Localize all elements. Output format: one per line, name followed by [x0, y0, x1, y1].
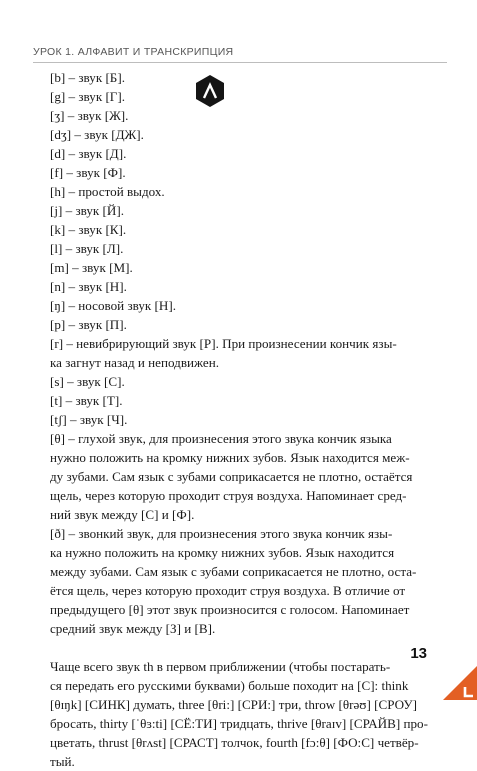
text-line: [dʒ] – звук [ДЖ].	[50, 127, 144, 142]
text-line: между зубами. Сам язык с зубами соприкасается не плотно, оста-	[50, 564, 417, 579]
text-line: нужно положить на кромку нижних зубов. Язык находится меж-	[50, 450, 410, 465]
text-line: ду зубами. Сам язык с зубами соприкасается не плотно, остаётся	[50, 469, 413, 484]
text-line: ся передать его русскими буквами) больше походит на [С]: think	[50, 678, 409, 693]
text-line: Чаще всего звук th в первом приближении (чтобы постарать-	[50, 659, 391, 674]
publisher-corner-logo-icon	[443, 666, 477, 700]
text-line: [n] – звук [Н].	[50, 279, 127, 294]
text-line: [g] – звук [Г].	[50, 89, 126, 104]
text-line: [l] – звук [Л].	[50, 241, 124, 256]
text-line: [p] – звук [П].	[50, 317, 127, 332]
text-line: ний звук между [С] и [Ф].	[50, 507, 195, 522]
header-rule	[33, 62, 447, 63]
text-line: бросать, thirty [ˈθɜ:ti] [СЁ:ТИ] тридцать, thrive [θraɪv] [СРАЙВ] про-	[50, 716, 428, 731]
paragraph-gap	[50, 638, 425, 657]
text-line: ка нужно положить на кромку нижних зубов. Язык находится	[50, 545, 395, 560]
text-line: [s] – звук [С].	[50, 374, 125, 389]
text-line: [ŋ] – носовой звук [Н].	[50, 298, 176, 313]
text-line: тый.	[50, 754, 75, 769]
text-line: ка загнут назад и неподвижен.	[50, 355, 219, 370]
text-line: [ð] – звонкий звук, для произнесения этого звука кончик язы-	[50, 526, 393, 541]
text-line: [h] – простой выдох.	[50, 184, 165, 199]
text-line: [t] – звук [Т].	[50, 393, 123, 408]
text-line: [ʒ] – звук [Ж].	[50, 108, 129, 123]
running-header: УРОК 1. АЛФАВИТ И ТРАНСКРИПЦИЯ	[33, 46, 234, 58]
text-line: [d] – звук [Д].	[50, 146, 127, 161]
text-line: щель, через которую проходит струя воздуха. Напоминает сред-	[50, 488, 407, 503]
page-content	[50, 68, 428, 771]
text-line: цветать, thrust [θrʌst] [СРАСТ] толчок, fourth [fɔ:θ] [ФО:С] четвёр-	[50, 735, 419, 750]
text-line: [r] – невибрирующий звук [Р]. При произнесении кончик язы-	[50, 336, 397, 351]
text-line: [k] – звук [К].	[50, 222, 127, 237]
text-line: предыдущего [θ] этот звук произносится с голосом. Напоминает	[50, 602, 410, 617]
text-line: [θɪŋk] [СИНК] думать, three [θri:] [СРИ:] три, throw [θrəʊ] [СРОУ]	[50, 697, 418, 712]
text-line: [f] – звук [Ф].	[50, 165, 126, 180]
page-number: 13	[410, 645, 427, 662]
text-line: [j] – звук [Й].	[50, 203, 124, 218]
text-line: средний звук между [З] и [В].	[50, 621, 216, 636]
text-line: ётся щель, через которую проходит струя воздуха. В отличие от	[50, 583, 406, 598]
text-line: [θ] – глухой звук, для произнесения этого звука кончик языка	[50, 431, 392, 446]
text-line: [m] – звук [М].	[50, 260, 133, 275]
text-line: [b] – звук [Б].	[50, 70, 125, 85]
text-line: [tʃ] – звук [Ч].	[50, 412, 128, 427]
